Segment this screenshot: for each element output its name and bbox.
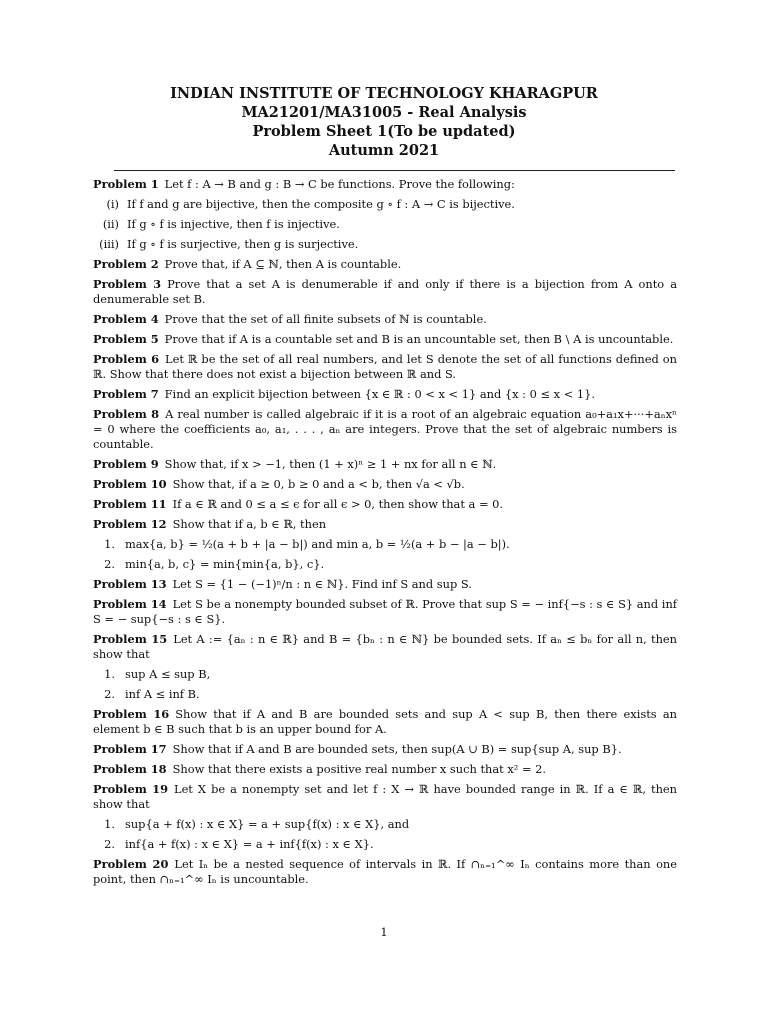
problem-text: Show that if A and B are bounded sets, then sup(A ∪ B) = sup{sup A, sup B}. (172, 742, 622, 756)
problem-6 (93, 352, 677, 382)
problem-16 (93, 707, 677, 737)
problem-text: Show that if A and B are bounded sets and sup A < sup B, then there exists an element b ∈ B such that b is an upper bound for A. (93, 707, 678, 736)
problem-list (93, 177, 677, 892)
list-item (93, 837, 677, 852)
problem-text: Show that there exists a positive real number x such that x² = 2. (172, 762, 546, 776)
problem-text: Prove that, if A ⊆ ℕ, then A is countable. (164, 257, 402, 271)
list-marker: (i) (106, 197, 119, 211)
list-item (93, 537, 677, 552)
problem-label: Problem 7 (93, 387, 159, 401)
list-marker: 2. (104, 687, 115, 701)
header-divider (114, 170, 675, 171)
list-item (93, 687, 677, 702)
problem-2 (93, 257, 677, 272)
list-item-text: If g ∘ f is injective, then f is injective. (127, 217, 340, 231)
problem-20 (93, 857, 677, 887)
list-item-text: If f and g are bijective, then the composite g ∘ f : A → C is bijective. (127, 197, 515, 211)
problem-19 (93, 782, 677, 812)
problem-text: Let Iₙ be a nested sequence of intervals in ℝ. If ∩ₙ₌₁^∞ Iₙ contains more than one point, then ∩ₙ₌₁^∞ Iₙ is uncountable. (93, 857, 678, 886)
list-marker: (ii) (102, 217, 119, 231)
problem-label: Problem 17 (93, 742, 167, 756)
problem-label: Problem 11 (93, 497, 167, 511)
list-item-text: If g ∘ f is surjective, then g is surjective. (127, 237, 359, 251)
problem-label: Problem 14 (93, 597, 167, 611)
problem-text: Show that if a, b ∈ ℝ, then (172, 517, 327, 531)
term: Autumn 2021 (328, 142, 440, 159)
problem-3 (93, 277, 677, 307)
problem-1 (93, 177, 677, 192)
problem-8 (93, 407, 677, 452)
problem-label: Problem 5 (93, 332, 159, 346)
list-item (93, 557, 677, 572)
course-title: MA21201/MA31005 - Real Analysis (241, 104, 527, 121)
problem-text: Show that, if a ≥ 0, b ≥ 0 and a < b, then √a < √b. (172, 477, 465, 491)
problem-text: Prove that if A is a countable set and B is an uncountable set, then B \ A is uncountable. (164, 332, 674, 346)
problem-text: Show that, if x > −1, then (1 + x)ⁿ ≥ 1 + nx for all n ∈ ℕ. (164, 457, 497, 471)
sheet-title: Problem Sheet 1(To be updated) (252, 123, 516, 140)
problem-text: Prove that a set A is denumerable if and only if there is a bijection from A onto a denumerable set B. (93, 277, 677, 306)
problem-label: Problem 9 (93, 457, 159, 471)
problem-13 (93, 577, 677, 592)
list-marker: 2. (104, 557, 115, 571)
problem-label: Problem 13 (93, 577, 167, 591)
problem-text: Let S = {1 − (−1)ⁿ/n : n ∈ ℕ}. Find inf S and sup S. (172, 577, 472, 591)
list-item (93, 217, 677, 232)
problem-text: Let f : A → B and g : B → C be functions. Prove the following: (164, 177, 515, 191)
institute-name: INDIAN INSTITUTE OF TECHNOLOGY KHARAGPUR (170, 85, 598, 102)
list-item-text: min{a, b, c} = min{min{a, b}, c}. (125, 557, 325, 571)
problem-label: Problem 6 (93, 352, 160, 366)
problem-7 (93, 387, 677, 402)
problem-11 (93, 497, 677, 512)
problem-text: Find an explicit bijection between {x ∈ ℝ : 0 < x < 1} and {x : 0 ≤ x < 1}. (164, 387, 595, 401)
problem-label: Problem 18 (93, 762, 167, 776)
problem-4 (93, 312, 677, 327)
problem-label: Problem 4 (93, 312, 159, 326)
problem-text: Let ℝ be the set of all real numbers, and let S denote the set of all functions defined on ℝ. Show that there does not exist a bijection between ℝ and S. (93, 352, 677, 381)
list-item (93, 667, 677, 682)
problem-17 (93, 742, 677, 757)
list-marker: 1. (104, 667, 115, 681)
problem-text: If a ∈ ℝ and 0 ≤ a ≤ ϵ for all ϵ > 0, then show that a = 0. (172, 497, 503, 511)
problem-15 (93, 632, 677, 662)
problem-label: Problem 8 (93, 407, 160, 421)
list-item-text: sup{a + f(x) : x ∈ X} = a + sup{f(x) : x ∈ X}, and (125, 817, 410, 831)
list-item (93, 197, 677, 212)
problem-label: Problem 12 (93, 517, 167, 531)
problem-5 (93, 332, 677, 347)
problem-text: Let S be a nonempty bounded subset of ℝ. Prove that sup S = − inf{−s : s ∈ S} and inf S = − sup{−s : s ∈ S}. (93, 597, 678, 626)
problem-text: Prove that the set of all finite subsets of ℕ is countable. (164, 312, 487, 326)
list-marker: 1. (104, 537, 115, 551)
list-item (93, 817, 677, 832)
problem-label: Problem 20 (93, 857, 169, 871)
problem-14 (93, 597, 677, 627)
problem-label: Problem 10 (93, 477, 167, 491)
list-marker: 1. (104, 817, 115, 831)
list-marker: 2. (104, 837, 115, 851)
problem-18 (93, 762, 677, 777)
problem-text: Let X be a nonempty set and let f : X → ℝ have bounded range in ℝ. If a ∈ ℝ, then show that (93, 782, 677, 811)
list-marker: (iii) (99, 237, 119, 251)
problem-10 (93, 477, 677, 492)
problem-label: Problem 3 (93, 277, 162, 291)
problem-label: Problem 15 (93, 632, 168, 646)
list-item-text: max{a, b} = ½(a + b + |a − b|) and min a, b = ½(a + b − |a − b|). (125, 537, 510, 551)
list-item-text: inf A ≤ inf B. (125, 687, 200, 701)
problem-9 (93, 457, 677, 472)
problem-label: Problem 19 (93, 782, 168, 796)
document-header (0, 84, 768, 160)
problem-text: Let A := {aₙ : n ∈ ℝ} and B = {bₙ : n ∈ ℕ} be bounded sets. If aₙ ≤ bₙ for all n, then show that (93, 632, 678, 661)
page-number: 1 (380, 925, 388, 939)
problem-12 (93, 517, 677, 532)
problem-label: Problem 16 (93, 707, 170, 721)
list-item (93, 237, 677, 252)
list-item-text: inf{a + f(x) : x ∈ X} = a + inf{f(x) : x ∈ X}. (125, 837, 374, 851)
problem-label: Problem 1 (93, 177, 159, 191)
problem-text: A real number is called algebraic if it is a root of an algebraic equation a₀+a₁x+···+aₙxⁿ = 0 where the coefficients a₀, a₁, . . . , aₙ are integers. Prove that the set of algebraic numbers is countable. (93, 407, 677, 451)
problem-label: Problem 2 (93, 257, 159, 271)
list-item-text: sup A ≤ sup B, (125, 667, 211, 681)
